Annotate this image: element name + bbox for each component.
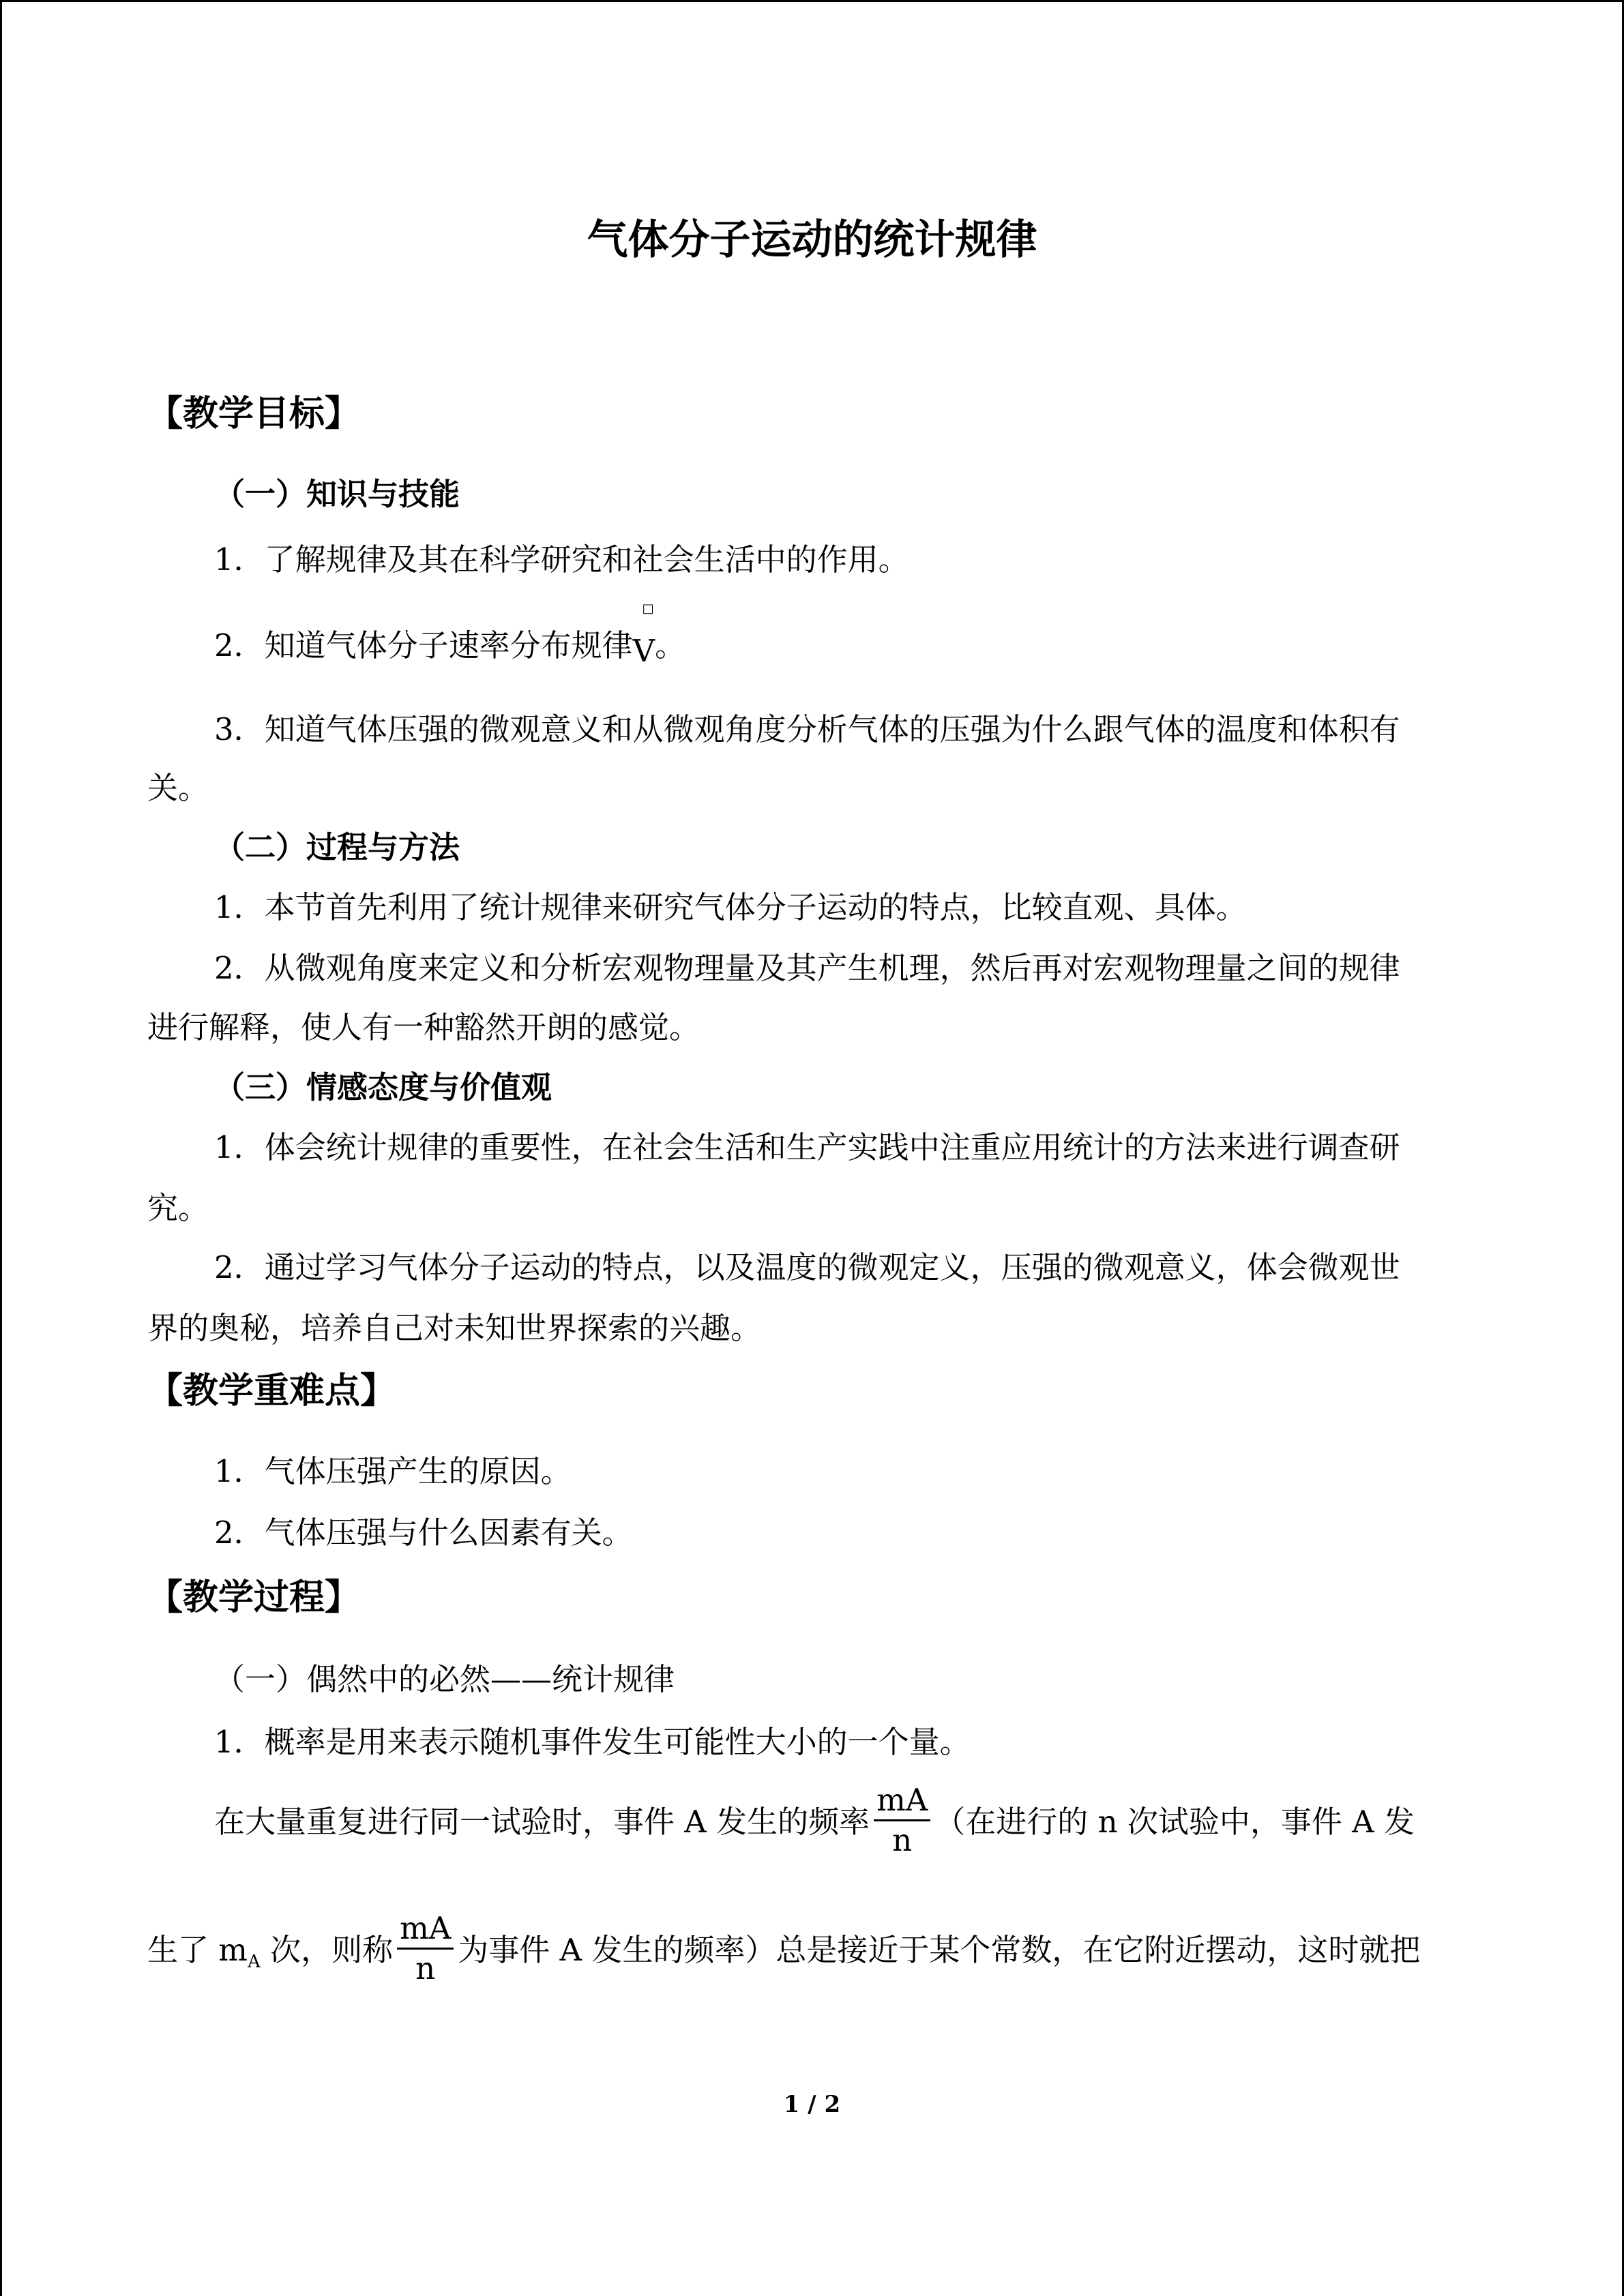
knowledge-item-2-text: 2．知道气体分子速率分布规律 [214, 627, 633, 664]
subheading-emotion: （三）情感态度与价值观 [214, 1069, 552, 1105]
page-number: 1 / 2 [783, 2091, 841, 2118]
frequency-paragraph-line-2 [147, 1910, 1421, 1992]
knowledge-item-2-end: 。 [655, 627, 686, 664]
velocity-letter: V [632, 633, 655, 669]
subheading-process: （二）过程与方法 [214, 829, 460, 865]
process-item-2-line-1: 2．从微观角度来定义和分析宏观物理量及其产生机理，然后再对宏观物理量之间的规律 [214, 950, 1400, 986]
difficulty-item-2: 2．气体压强与什么因素有关。 [214, 1515, 633, 1551]
knowledge-item-3-line-1: 3．知道气体压强的微观意义和从微观角度分析气体的压强为什么跟气体的温度和体积有 [214, 711, 1400, 747]
fraction-2-numerator: mA [397, 1909, 454, 1950]
fraction-numerator: mA [874, 1781, 930, 1821]
process-subheading-1: （一）偶然中的必然——统计规律 [214, 1661, 675, 1697]
difficulty-item-1: 1．气体压强产生的原因。 [214, 1453, 572, 1489]
process-item-2-line-2: 进行解释，使人有一种豁然开朗的感觉。 [147, 1009, 700, 1045]
knowledge-item-2 [214, 601, 686, 669]
placeholder-box-icon: □ [642, 601, 654, 616]
emotion-item-1-line-1: 1．体会统计规律的重要性，在社会生活和生产实践中注重应用统计的方法来进行调查研 [214, 1129, 1400, 1165]
knowledge-item-3-line-2: 关。 [147, 770, 209, 806]
subheading-knowledge: （一）知识与技能 [214, 476, 460, 512]
page-border-top [0, 0, 1624, 2]
process-step-item-1: 1．概率是用来表示随机事件发生可能性大小的一个量。 [214, 1724, 971, 1760]
frequency-line-2-mid: 次，则称 [260, 1932, 394, 1968]
frequency-line-2-pre: 生了 m [147, 1932, 248, 1968]
subscript-a: A [247, 1952, 261, 1972]
frequency-line-2-post: 为事件 A 发生的频率）总是接近于某个常数，在它附近摆动，这时就把 [458, 1932, 1421, 1968]
fraction-denominator: n [892, 1822, 913, 1858]
emotion-item-2-line-1: 2．通过学习气体分子运动的特点，以及温度的微观定义，压强的微观意义，体会微观世 [214, 1249, 1400, 1285]
section-heading-objectives: 【教学目标】 [147, 393, 361, 434]
frequency-fraction [874, 1781, 930, 1860]
section-heading-difficulties: 【教学重难点】 [147, 1371, 396, 1412]
frequency-paragraph-line-1 [214, 1782, 1415, 1864]
fraction-2-denominator: n [415, 1950, 436, 1986]
section-heading-process: 【教学过程】 [147, 1577, 361, 1618]
velocity-symbol [632, 601, 655, 669]
frequency-text-post: （在进行的 n 次试验中，事件 A 发 [934, 1804, 1415, 1840]
knowledge-item-1: 1．了解规律及其在科学研究和社会生活中的作用。 [214, 541, 909, 578]
process-item-1: 1．本节首先利用了统计规律来研究气体分子运动的特点，比较直观、具体。 [214, 889, 1247, 925]
frequency-text-pre: 在大量重复进行同一试验时，事件 A 发生的频率 [214, 1804, 870, 1840]
emotion-item-1-line-2: 究。 [147, 1190, 209, 1226]
page-title: 气体分子运动的统计规律 [587, 216, 1037, 264]
emotion-item-2-line-2: 界的奥秘，培养自己对未知世界探索的兴趣。 [147, 1310, 762, 1346]
page-border-left [0, 0, 2, 2296]
frequency-fraction-2 [397, 1909, 454, 1988]
